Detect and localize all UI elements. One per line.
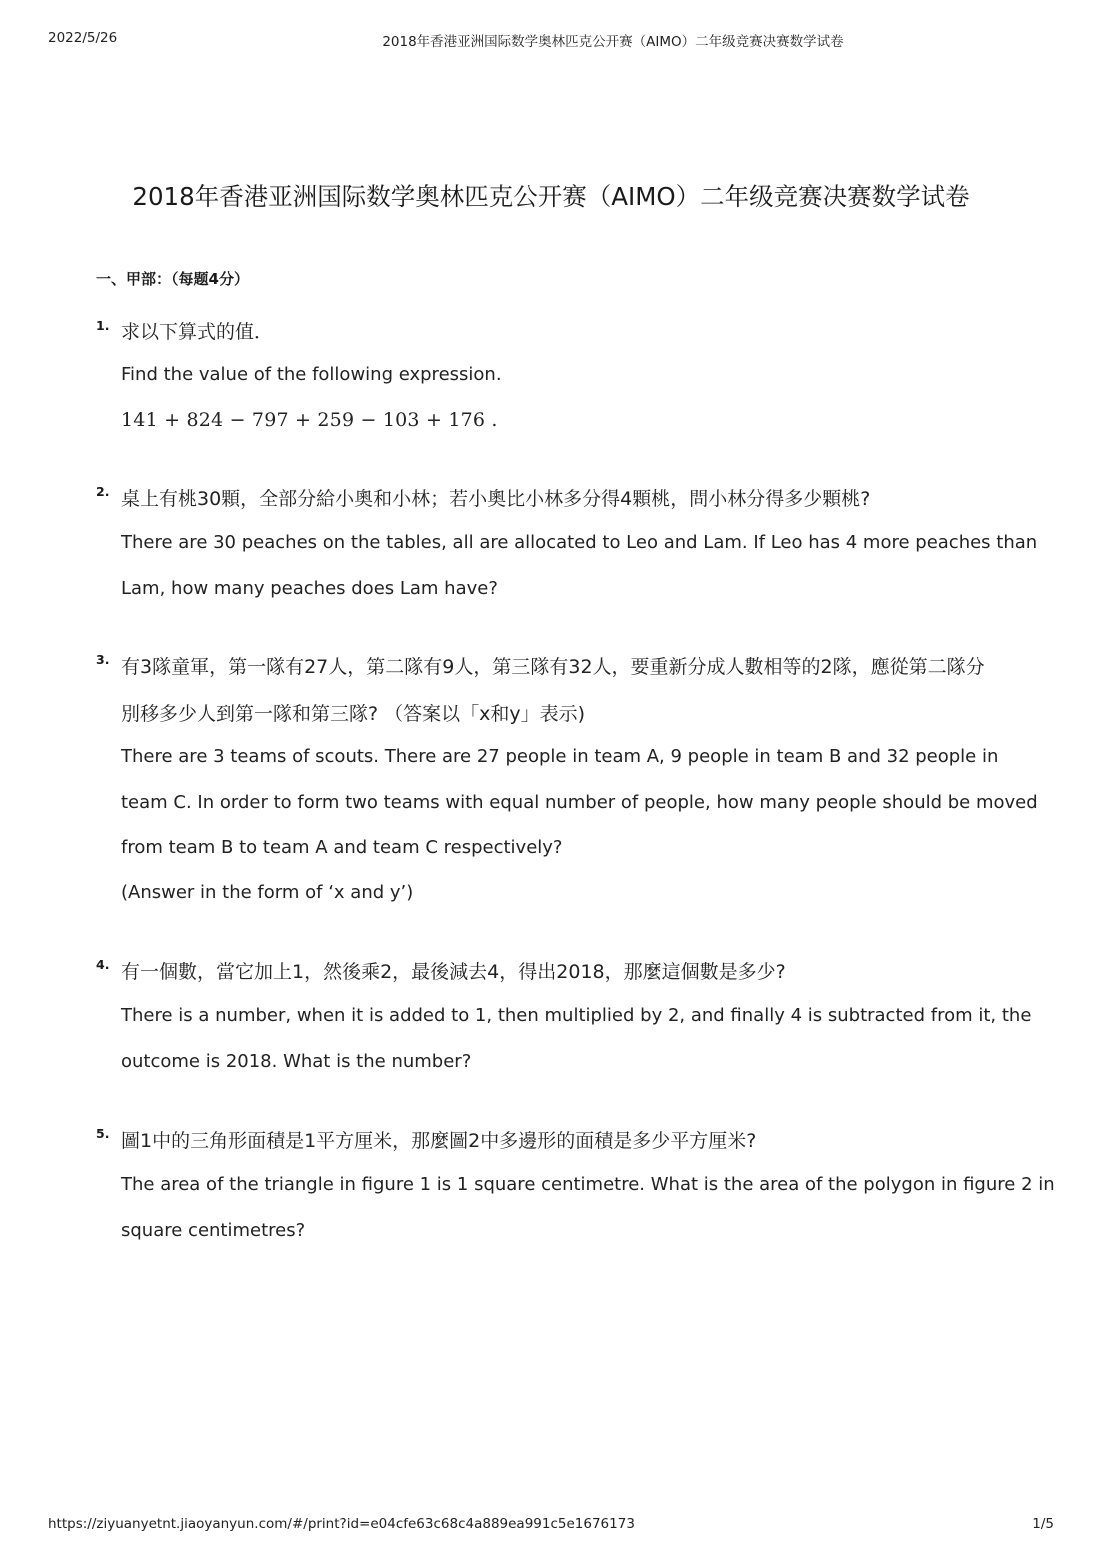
question-text-en: There are 3 teams of scouts. There are 27 people in team A, 9 people in team B and 32 people in bbox=[121, 746, 999, 767]
question-text-en: outcome is 2018. What is the number? bbox=[121, 1051, 472, 1072]
question-number: 4. bbox=[96, 957, 110, 972]
question-text-en: team C. In order to form two teams with equal number of people, how many people should be moved bbox=[121, 792, 1038, 813]
question-text-en: The area of the triangle in figure 1 is 1 square centimetre. What is the area of the polygon in figure 2 in bbox=[121, 1174, 1055, 1195]
question-text-en: There is a number, when it is added to 1, then multiplied by 2, and finally 4 is subtracted from it, the bbox=[121, 1005, 1032, 1026]
answer-format-note: (Answer in the form of ‘x and y’) bbox=[121, 882, 414, 903]
print-date: 2022/5/26 bbox=[48, 30, 118, 46]
question-text-zh: 圖1中的三角形面積是1平方厘米，那麼圖2中多邊形的面積是多少平方厘米? bbox=[121, 1130, 757, 1152]
print-footer-url: https://ziyuanyetnt.jiaoyanyun.com/#/print?id=e04cfe63c68c4a889ea991c5e1676173 bbox=[48, 1516, 635, 1532]
question-number: 3. bbox=[96, 652, 110, 667]
question-text-en: There are 30 peaches on the tables, all are allocated to Leo and Lam. If Leo has 4 more peaches than bbox=[121, 532, 1038, 553]
question-text-en: Find the value of the following expression. bbox=[121, 364, 502, 385]
section-heading: 一、甲部：（每题4分） bbox=[96, 270, 249, 288]
math-expression: 141 + 824 − 797 + 259 − 103 + 176 . bbox=[121, 409, 498, 431]
question-text-zh: 別移多少人到第一隊和第三隊? （答案以「x和y」表示) bbox=[121, 703, 586, 725]
question-text-zh: 求以下算式的值． bbox=[121, 321, 274, 343]
print-header-title: 2018年香港亚洲国际数学奥林匹克公开赛（AIMO）二年级竞赛决赛数学试卷 bbox=[382, 34, 844, 50]
question-text-en: square centimetres? bbox=[121, 1220, 306, 1241]
page-title: 2018年香港亚洲国际数学奥林匹克公开赛（AIMO）二年级竞赛决赛数学试卷 bbox=[132, 182, 970, 211]
question-text-zh: 有一個數，當它加上1，然後乘2，最後減去4，得出2018，那麼這個數是多少? bbox=[121, 961, 786, 983]
question-number: 1. bbox=[96, 318, 110, 333]
question-number: 2. bbox=[96, 484, 110, 499]
question-text-en: Lam, how many peaches does Lam have? bbox=[121, 578, 498, 599]
question-number: 5. bbox=[96, 1126, 110, 1141]
question-text-en: from team B to team A and team C respectively? bbox=[121, 837, 563, 858]
question-text-zh: 桌上有桃30顆，全部分給小奧和小林；若小奧比小林多分得4顆桃，問小林分得多少顆桃? bbox=[121, 488, 871, 510]
question-text-zh: 有3隊童軍，第一隊有27人，第二隊有9人，第三隊有32人，要重新分成人數相等的2隊，應從第二隊分 bbox=[121, 656, 985, 678]
page-number: 1/5 bbox=[1032, 1516, 1054, 1532]
